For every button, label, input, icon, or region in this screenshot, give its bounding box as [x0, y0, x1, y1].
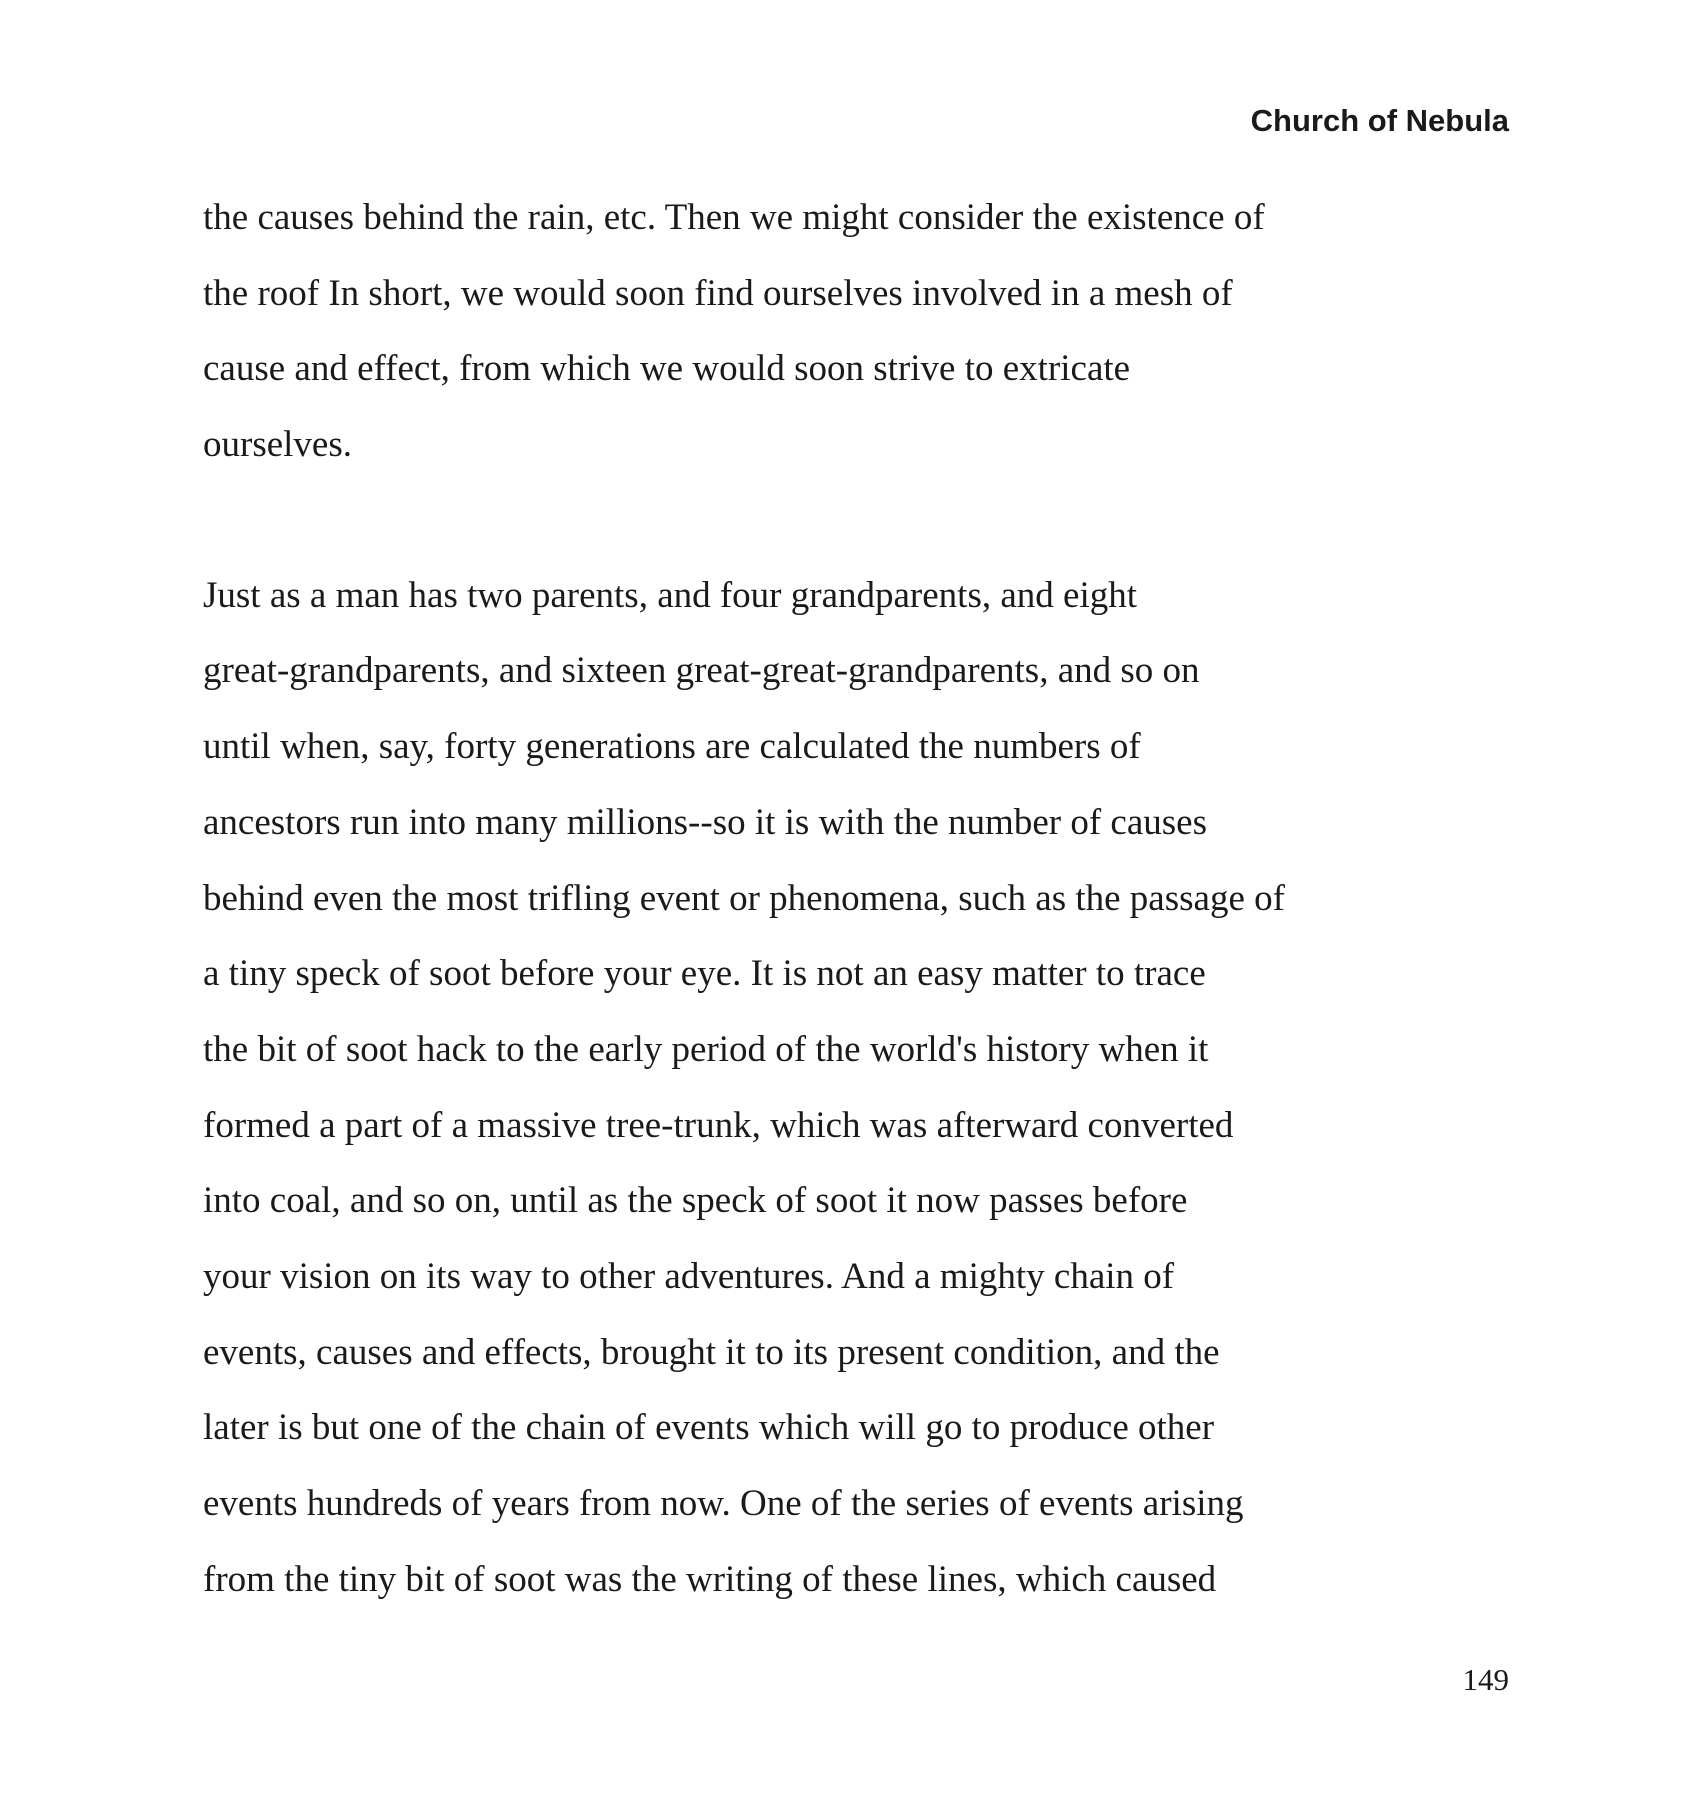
text-line: formed a part of a massive tree-trunk, which was afterward converted — [203, 1104, 1234, 1146]
paragraph-1 — [203, 192, 1503, 495]
text-line: ancestors run into many millions--so it is with the number of causes — [203, 801, 1207, 843]
text-line: events hundreds of years from now. One of the series of events arising — [203, 1483, 1244, 1524]
text-line: from the tiny bit of soot was the writing of these lines, which caused — [203, 1558, 1217, 1600]
text-line: a tiny speck of soot before your eye. It is not an easy matter to trace — [203, 953, 1206, 995]
text-line: behind even the most trifling event or phenomena, such as the passage of — [203, 877, 1285, 919]
page-number: 149 — [1462, 1662, 1509, 1697]
text-line: Just as a man has two parents, and four grandparents, and eight — [203, 574, 1137, 616]
body-text — [203, 192, 1503, 1629]
running-header: Church of Nebula — [1250, 103, 1509, 138]
text-line: until when, say, forty generations are calculated the numbers of — [203, 726, 1141, 768]
paragraph-2 — [203, 570, 1503, 1630]
text-line: into coal, and so on, until as the speck of soot it now passes before — [203, 1180, 1188, 1222]
text-line: cause and effect, from which we would soon strive to extricate — [203, 348, 1131, 390]
text-line: events, causes and effects, brought it to its present condition, and the — [203, 1331, 1220, 1373]
text-line: the roof In short, we would soon find ourselves involved in a mesh of — [203, 272, 1233, 314]
text-line: the causes behind the rain, etc. Then we might consider the existence of — [203, 197, 1265, 238]
text-line: ourselves. — [203, 424, 352, 466]
text-line: great-grandparents, and sixteen great-great-grandparents, and so on — [203, 650, 1200, 692]
text-line: the bit of soot hack to the early period of the world's history when it — [203, 1028, 1209, 1070]
text-line: your vision on its way to other adventures. And a mighty chain of — [203, 1255, 1175, 1297]
text-line: later is but one of the chain of events which will go to produce other — [203, 1407, 1215, 1449]
